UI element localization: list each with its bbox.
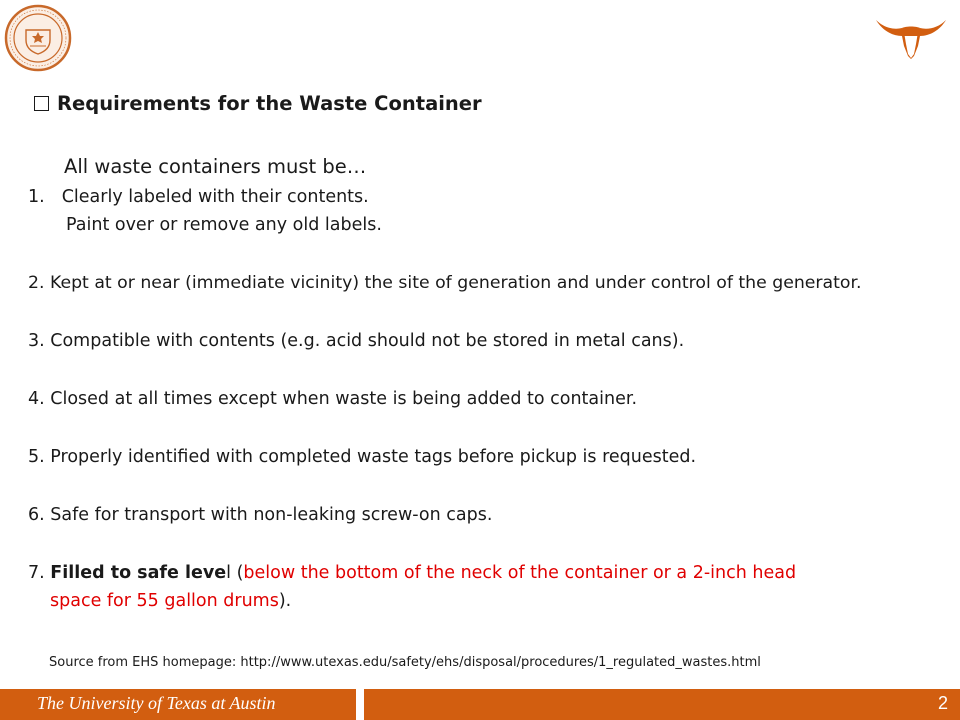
heading-text: Requirements for the Waste Container	[57, 92, 482, 115]
list-item-7-cont	[50, 591, 291, 611]
page-number: 2	[937, 693, 948, 713]
list-item-4: 4. Closed at all times except when waste is being added to container.	[28, 389, 638, 409]
list-item-7-red-text-2: space for 55 gallon drums	[50, 591, 279, 611]
list-item-6: 6. Safe for transport with non-leaking screw-on caps.	[28, 505, 493, 525]
footer-divider	[356, 689, 364, 720]
list-item-1	[28, 187, 369, 207]
list-item-7-red-text: below the bottom of the neck of the container or a 2-inch head	[243, 563, 797, 583]
footer-university-name: The University of Texas at Austin	[37, 693, 276, 713]
list-item-7-number: 7.	[28, 563, 51, 583]
list-item-1-text: Clearly labeled with their contents.	[61, 187, 369, 207]
list-item-1-number: 1.	[28, 187, 45, 207]
footer-bar	[0, 689, 960, 720]
list-item-2: 2. Kept at or near (immediate vicinity) the site of generation and under control of the generator.	[28, 273, 862, 293]
university-seal-icon	[4, 4, 72, 72]
list-item-7	[28, 563, 796, 583]
longhorn-logo-icon	[874, 14, 948, 60]
list-item-7-connector: l (	[226, 563, 244, 583]
list-item-7-bold: Filled to safe leve	[50, 563, 227, 583]
list-item-1-sub: Paint over or remove any old labels.	[66, 215, 382, 235]
list-item-5: 5. Properly identified with completed waste tags before pickup is requested.	[28, 447, 697, 467]
section-heading	[34, 92, 482, 115]
checkbox-bullet-icon	[34, 96, 49, 111]
intro-text: All waste containers must be…	[64, 155, 367, 178]
list-item-3: 3. Compatible with contents (e.g. acid should not be stored in metal cans).	[28, 331, 685, 351]
list-item-7-end: ).	[278, 591, 292, 611]
source-note: Source from EHS homepage: http://www.utexas.edu/safety/ehs/disposal/procedures/1_regulated_wastes.html	[49, 655, 761, 670]
